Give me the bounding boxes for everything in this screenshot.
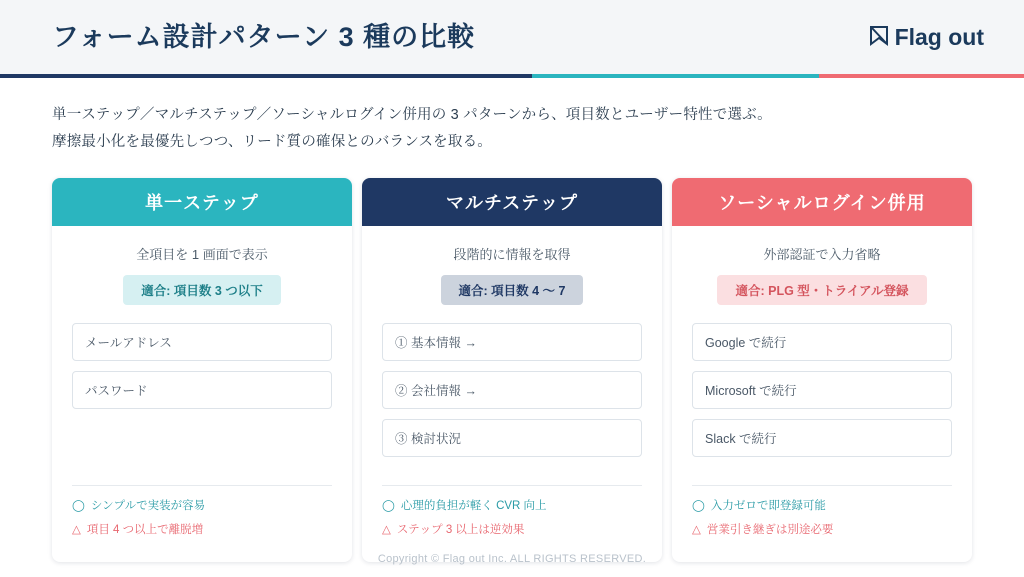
card-spacer <box>72 419 332 481</box>
rule-segment-teal <box>532 74 819 78</box>
card-multi-step <box>362 178 662 562</box>
form-field[interactable]: パスワード <box>72 371 332 409</box>
form-field[interactable]: ② 会社情報 → <box>382 371 642 409</box>
note-text: 入力ゼロで即登録可能 <box>710 499 826 512</box>
flag-mark-icon <box>869 26 889 48</box>
logo-text: Flag out <box>894 23 984 50</box>
card-single-step <box>52 178 352 562</box>
card-spacer <box>692 467 952 481</box>
form-field[interactable]: メールアドレス <box>72 323 332 361</box>
triangle-mark-icon: △ <box>382 523 391 536</box>
form-field[interactable]: ① 基本情報 → <box>382 323 642 361</box>
card-title: ソーシャルログイン併用 <box>672 178 972 226</box>
note-text: ステップ 3 以上は逆効果 <box>396 523 525 536</box>
comparison-cards <box>52 178 972 562</box>
card-note-pro <box>692 498 952 514</box>
form-field[interactable]: ③ 検討状況 <box>382 419 642 457</box>
note-text: 心理的負担が軽く CVR 向上 <box>400 499 547 512</box>
fit-badge: 適合: 項目数 3 つ以下 <box>123 275 281 305</box>
social-login-button[interactable]: Google で続行 <box>692 323 952 361</box>
lead-paragraph <box>52 102 1024 156</box>
card-title: マルチステップ <box>362 178 662 226</box>
page-title: フォーム設計パターン 3 種の比較 <box>52 21 476 52</box>
triangle-mark-icon: △ <box>72 523 81 536</box>
card-body <box>672 226 972 562</box>
circle-mark-icon: ◯ <box>382 499 395 512</box>
card-title: 単一ステップ <box>52 178 352 226</box>
fit-badge: 適合: 項目数 4 〜 7 <box>441 275 584 305</box>
brand-logo <box>869 24 984 51</box>
card-divider <box>382 485 642 486</box>
note-text: 項目 4 つ以上で離脱増 <box>86 523 204 536</box>
card-subtitle: 外部認証で入力省略 <box>763 246 881 262</box>
card-divider <box>692 485 952 486</box>
fit-badge: 適合: PLG 型・トライアル登録 <box>717 275 926 305</box>
lead-line-2: 摩擦最小化を最優先しつつ、リード質の確保とのバランスを取る。 <box>52 133 492 150</box>
card-note-pro <box>382 498 642 514</box>
circle-mark-icon: ◯ <box>72 499 85 512</box>
triangle-mark-icon: △ <box>692 523 701 536</box>
card-note-pro <box>72 498 332 514</box>
note-text: 営業引き継ぎは別途必要 <box>706 523 834 536</box>
header-accent-rule <box>0 74 1024 78</box>
card-subtitle: 段階的に情報を取得 <box>453 246 571 262</box>
card-subtitle: 全項目を 1 画面で表示 <box>136 246 268 262</box>
card-spacer <box>382 467 642 481</box>
note-text: シンプルで実装が容易 <box>90 499 206 512</box>
social-login-button[interactable]: Microsoft で続行 <box>692 371 952 409</box>
card-note-con <box>72 522 332 538</box>
rule-segment-red <box>819 74 1024 78</box>
card-social-login <box>672 178 972 562</box>
slide-header <box>0 0 1024 74</box>
card-note-con <box>382 522 642 538</box>
card-body <box>52 226 352 562</box>
footer-copyright: Copyright © Flag out Inc. ALL RIGHTS RESERVED. <box>377 553 647 565</box>
card-divider <box>72 485 332 486</box>
lead-line-1: 単一ステップ／マルチステップ／ソーシャルログイン併用の 3 パターンから、項目数とユーザー特性で選ぶ。 <box>52 107 772 123</box>
rule-segment-navy <box>0 74 532 78</box>
card-body <box>362 226 662 562</box>
social-login-button[interactable]: Slack で続行 <box>692 419 952 457</box>
card-note-con <box>692 522 952 538</box>
circle-mark-icon: ◯ <box>692 499 705 512</box>
